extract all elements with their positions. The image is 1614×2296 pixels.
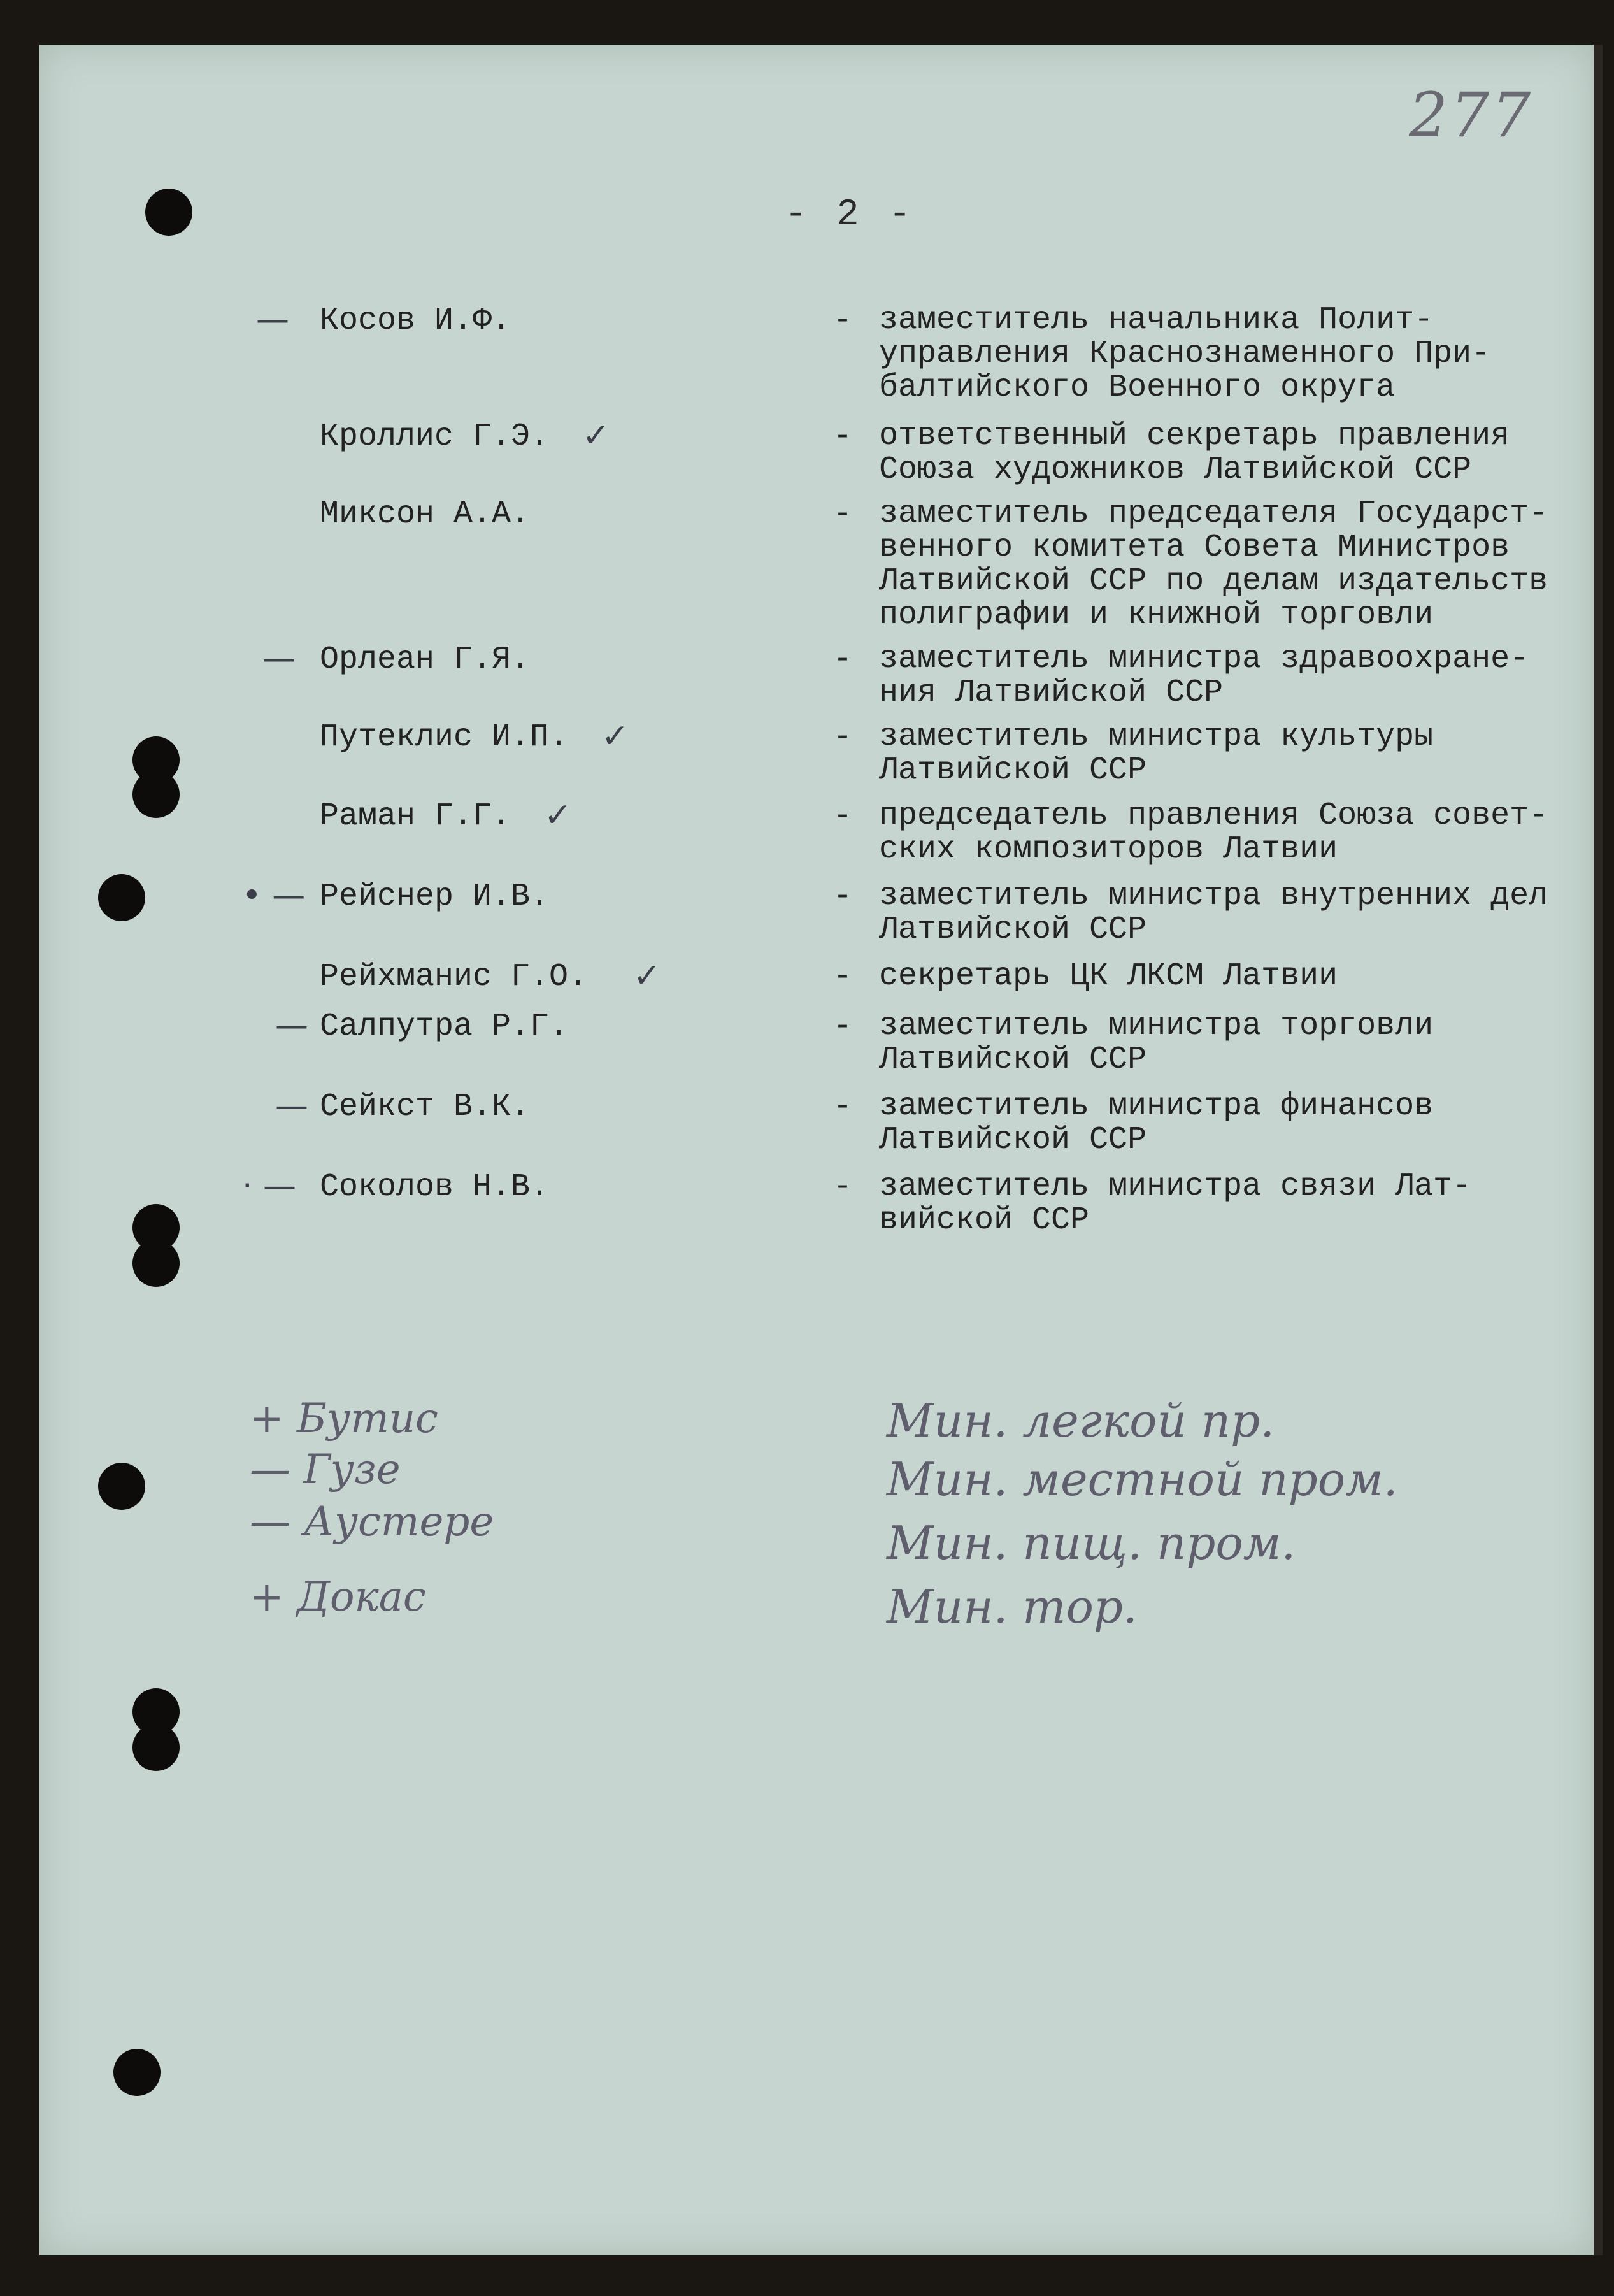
separator-dash: - [833, 419, 853, 455]
handwritten-note: Мин. тор. [887, 1580, 1138, 1633]
handwritten-mark: • — [242, 877, 306, 915]
person-name: Сейкст В.К. [320, 1089, 531, 1125]
punch-hole [98, 1463, 145, 1510]
person-position: заместитель министра финансов Латвийской ССР [879, 1088, 1434, 1158]
document-page [39, 45, 1603, 2255]
person-name: Рейхманис Г.О. [320, 959, 588, 995]
person-position: заместитель министра связи Лат- вийской ССР [879, 1168, 1472, 1238]
check-mark-icon: ✓ [633, 957, 661, 995]
person-position: секретарь ЦК ЛКСМ Латвии [879, 958, 1338, 994]
handwritten-note: — Аустере [250, 1498, 494, 1546]
punch-hole [113, 2049, 161, 2096]
person-name: Рейснер И.В. [320, 879, 550, 915]
separator-dash: - [833, 798, 853, 835]
handwritten-note: Мин. пищ. пром. [887, 1516, 1296, 1570]
punch-hole [132, 1240, 180, 1287]
handwritten-mark: — [275, 1087, 308, 1125]
separator-dash: - [833, 303, 853, 339]
person-position: заместитель начальника Полит- управления Краснознаменного При- балтийского Военного округа [879, 302, 1491, 406]
person-name: Кроллис Г.Э. [320, 419, 550, 455]
check-mark-icon: ✓ [601, 717, 629, 756]
separator-dash: - [833, 879, 853, 915]
handwritten-note: — Гузе [250, 1446, 401, 1493]
separator-dash: - [833, 642, 853, 678]
handwritten-note: Мин. легкой пр. [887, 1394, 1275, 1447]
person-position: заместитель министра здравоохране- ния Латвийской ССР [879, 641, 1529, 711]
person-name: Раман Г.Г. [320, 798, 511, 835]
handwritten-mark: · — [242, 1167, 297, 1205]
separator-dash: - [833, 1008, 853, 1045]
punch-hole [98, 874, 145, 921]
handwritten-note: Мин. местной пром. [887, 1453, 1398, 1506]
person-name: Миксон А.А. [320, 496, 531, 533]
person-position: заместитель министра торговли Латвийской ССР [879, 1008, 1434, 1078]
person-position: заместитель председателя Государст- венного комитета Совета Министров Латвийской ССР по делам издательств полиграфии и книжной торговли [879, 496, 1548, 633]
separator-dash: - [833, 1089, 853, 1125]
archive-folio-number: 277 [1409, 80, 1534, 151]
person-position: заместитель министра внутренних дел Латвийской ССР [879, 878, 1548, 948]
person-position: ответственный секретарь правления Союза художников Латвийской ССР [879, 418, 1510, 488]
punch-hole [145, 189, 192, 236]
separator-dash: - [833, 1169, 853, 1205]
handwritten-mark: — [256, 301, 289, 339]
person-position: заместитель министра культуры Латвийской ССР [879, 719, 1434, 789]
handwritten-mark: — [275, 1007, 308, 1045]
separator-dash: - [833, 496, 853, 533]
check-mark-icon: ✓ [544, 796, 572, 835]
handwritten-note: + Бутис [250, 1395, 438, 1442]
check-mark-icon: ✓ [582, 417, 610, 455]
person-name: Соколов Н.В. [320, 1169, 550, 1205]
separator-dash: - [833, 959, 853, 995]
person-name: Путеклис И.П. [320, 719, 569, 756]
person-name: Косов И.Ф. [320, 303, 511, 339]
page-number: - 2 - [785, 194, 915, 236]
punch-hole [132, 1724, 180, 1771]
separator-dash: - [833, 719, 853, 756]
person-name: Орлеан Г.Я. [320, 642, 531, 678]
person-name: Салпутра Р.Г. [320, 1008, 569, 1045]
punch-hole [132, 771, 180, 818]
handwritten-mark: — [262, 640, 296, 678]
person-position: председатель правления Союза совет- ских композиторов Латвии [879, 798, 1548, 868]
handwritten-note: + Докас [250, 1574, 426, 1621]
